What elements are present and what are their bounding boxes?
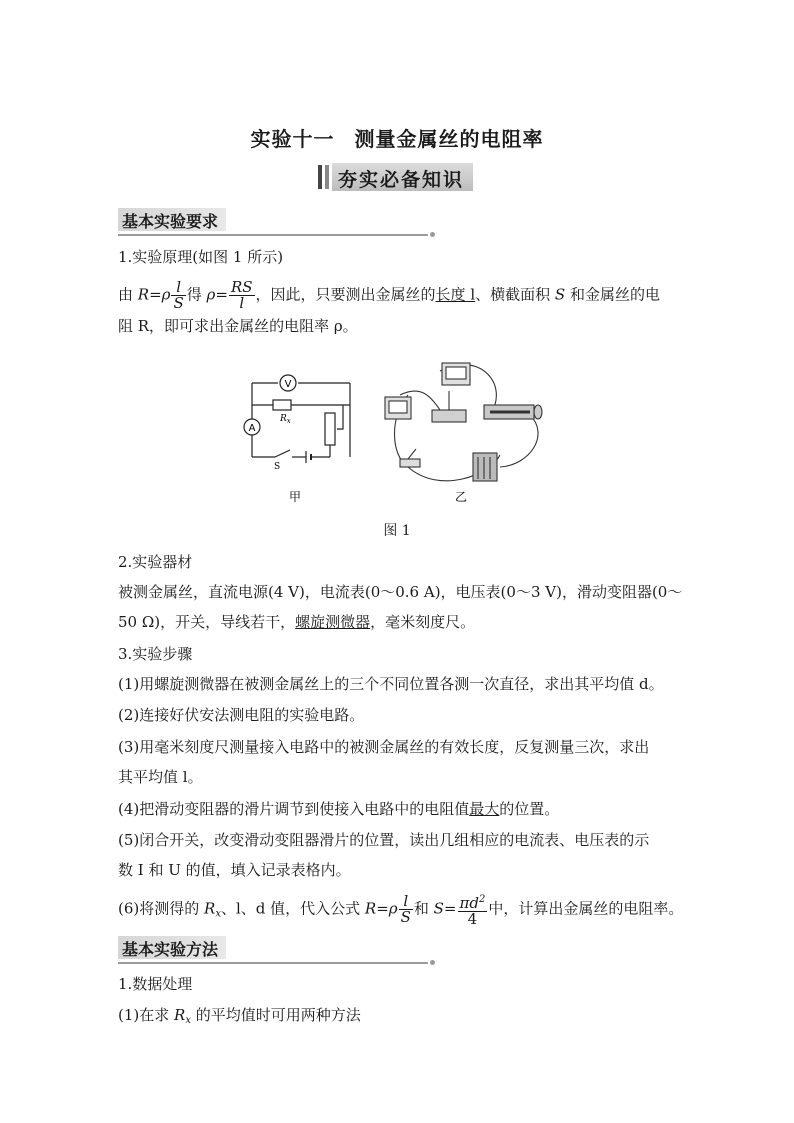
fraction-pi-d2-over-4: $\frac{\pi d^2}{4}$ bbox=[459, 894, 486, 928]
fraction-l-over-S: $\frac{l}{S}$ bbox=[173, 278, 184, 312]
step-4: (4)把滑动变阻器的滑片调节到使接入电路中的电阻值最大的位置。 bbox=[118, 800, 560, 818]
section-header-basic-methods bbox=[118, 936, 438, 966]
step-2: (2)连接好伏安法测电阻的实验电路。 bbox=[118, 706, 365, 724]
fraction-l-over-S-step6: $\frac{l}{S}$ bbox=[400, 892, 411, 926]
title-part1: 实验十一 bbox=[250, 127, 335, 151]
figure-caption: 图 1 bbox=[383, 523, 411, 539]
step-5-line-2: 数 I 和 U 的值，填入记录表格内。 bbox=[118, 861, 351, 879]
label-jia: 甲 bbox=[288, 490, 302, 504]
underlined-max: 最大 bbox=[469, 800, 500, 818]
apparatus-photo-yi bbox=[385, 363, 542, 481]
underlined-micrometer: 螺旋测微器 bbox=[295, 613, 371, 631]
resistor-label: $R_x$ bbox=[280, 414, 291, 425]
figure-1-circuit bbox=[240, 355, 560, 515]
principle-line-2: 阻 R，即可求出金属丝的电阻率 ρ。 bbox=[118, 317, 358, 335]
underlined-length: 长度 l bbox=[435, 285, 476, 304]
equipment-line-2: 50 Ω)，开关，导线若干，螺旋测微器，毫米刻度尺。 bbox=[118, 613, 476, 631]
data-processing-line-1: (1)在求 $R_x$ 的平均值时可用两种方法 bbox=[118, 1006, 361, 1026]
fraction-RS-over-l: $\frac{RS}{l}$ bbox=[230, 278, 253, 312]
banner-text: 夯实必备知识 bbox=[338, 169, 465, 191]
title-part2: 测量金属丝的电阻率 bbox=[354, 127, 544, 151]
steps-heading: 3.实验步骤 bbox=[118, 645, 193, 663]
label-yi: 乙 bbox=[454, 490, 468, 504]
section-banner bbox=[318, 163, 473, 191]
principle-heading: 1.实验原理(如图 1 所示) bbox=[118, 248, 284, 266]
section-header-label: 基本实验要求 bbox=[118, 208, 226, 231]
section-header-label-2: 基本实验方法 bbox=[118, 936, 226, 959]
step-3-line-1: (3)用毫米刻度尺测量接入电路中的被测金属丝的有效长度，反复测量三次，求出 bbox=[118, 738, 650, 756]
circuit-diagram-jia bbox=[244, 375, 350, 463]
equipment-line-1: 被测金属丝，直流电源(4 V)，电流表(0～0.6 A)，电压表(0～3 V)，滑动变阻器(0～ bbox=[118, 583, 683, 601]
step-1: (1)用螺旋测微器在被测金属丝上的三个不同位置各测一次直径，求出其平均值 d。 bbox=[118, 675, 664, 693]
voltmeter-symbol: V bbox=[284, 379, 292, 390]
ammeter-symbol: A bbox=[248, 423, 256, 434]
step-5-line-1: (5)闭合开关，改变滑动变阻器滑片的位置，读出几组相应的电流表、电压表的示 bbox=[118, 831, 650, 849]
switch-label: S bbox=[274, 462, 281, 472]
equipment-heading: 2.实验器材 bbox=[118, 553, 193, 571]
page-title bbox=[0, 123, 794, 152]
data-processing-heading: 1.数据处理 bbox=[118, 975, 193, 993]
step-3-line-2: 其平均值 l。 bbox=[118, 768, 203, 786]
step-6: (6)将测得的 $R_x$、l、d 值，代入公式 R=ρ $\frac{l}{S}$ 和 S= $\frac{\pi d^2}{4}$ 中，计算出金属丝的电阻率。 bbox=[118, 892, 684, 928]
section-header-basic-requirements bbox=[118, 208, 438, 238]
principle-line-1: 由 R=ρ $\frac{l}{S}$ 得 ρ= $\frac{RS}{l}$ ，因此，只要测出金属丝的长度 l、横截面积 S 和金属丝的电 bbox=[118, 278, 660, 312]
